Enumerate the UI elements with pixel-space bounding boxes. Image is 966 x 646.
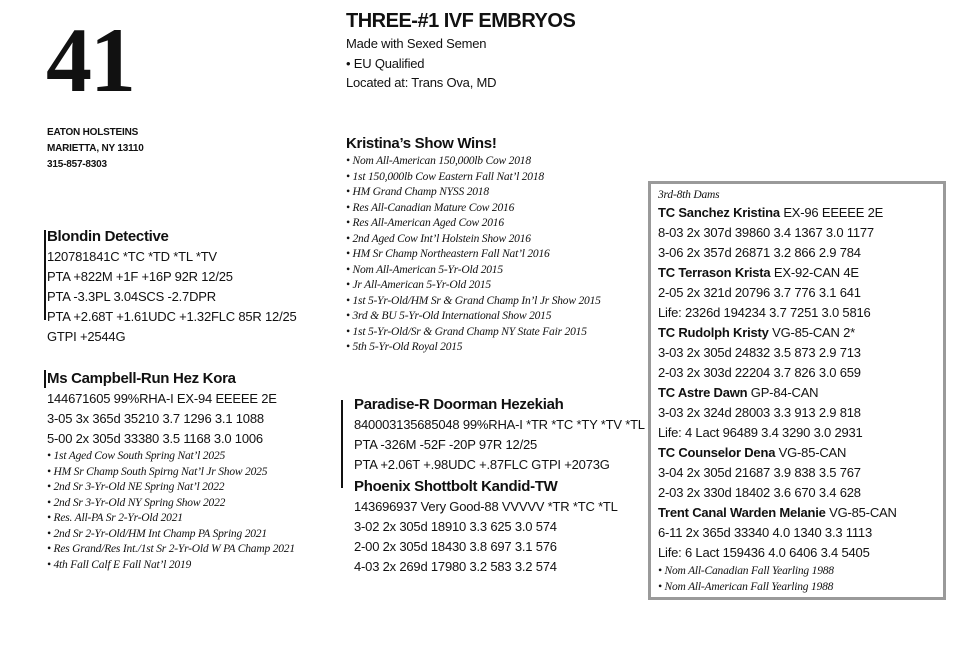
dam-entry-name: TC Astre Dawn (658, 385, 748, 400)
dam-win-item: • 2nd Sr 2-Yr-Old/HM Int Champ PA Spring 2021 (47, 527, 267, 540)
show-wins-block (346, 134, 601, 356)
mgd-record: 3-02 2x 305d 18910 3.3 625 3.0 574 (354, 519, 557, 534)
show-win-item: • Res All-Canadian Mature Cow 2016 (346, 201, 515, 214)
dam-record: 3-05 3x 365d 35210 3.7 1296 3.1 1088 (47, 411, 264, 426)
dam-line: 144671605 99%RHA-I EX-94 EEEEE 2E (47, 391, 277, 406)
dam-entry-score: EX-92-CAN 4E (770, 265, 859, 280)
dam-entry-name: Trent Canal Warden Melanie (658, 505, 826, 520)
dam-entry-record: Life: 2326d 194234 3.7 7251 3.0 5816 (658, 305, 871, 320)
dam-entry-record: 6-11 2x 365d 33340 4.0 1340 3.3 1113 (658, 525, 872, 540)
dam-entry-record: Life: 6 Lact 159436 4.0 6406 3.4 5405 (658, 545, 870, 560)
show-win-item: • Nom All-American 5-Yr-Old 2015 (346, 263, 503, 276)
dam-entry-record: 3-06 2x 357d 26871 3.2 866 2.9 784 (658, 245, 861, 260)
dam-entry-score: VG-85-CAN 2* (768, 325, 855, 340)
lot-number: 41 (46, 9, 134, 111)
sire-line: PTA -3.3PL 3.04SCS -2.7DPR (47, 289, 216, 304)
offering-line: Located at: Trans Ova, MD (346, 75, 497, 90)
sire-line: PTA +2.68T +1.61UDC +1.32FLC 85R 12/25 (47, 309, 297, 324)
dams-box-content (658, 187, 897, 595)
dam-entry-title (658, 443, 897, 463)
dam-win-item: • HM Sr Champ South Spirng Nat’l Jr Show 2025 (47, 465, 268, 478)
show-win-item: • Jr All-American 5-Yr-Old 2015 (346, 279, 491, 291)
dam-entry-title (658, 263, 897, 283)
dam-entry-name: TC Rudolph Kristy (658, 325, 769, 340)
show-win-item: • Res All-American Aged Cow 2016 (346, 217, 504, 229)
dam-entry-title (658, 503, 897, 523)
dam-name: Ms Campbell-Run Hez Kora (47, 370, 236, 387)
show-win-item: • 2nd Aged Cow Int’l Holstein Show 2016 (346, 232, 531, 245)
show-win-item: • 5th 5-Yr-Old Royal 2015 (346, 341, 463, 353)
dam-entry-record: 3-03 2x 305d 24832 3.5 873 2.9 713 (658, 345, 861, 360)
show-win-item: • Nom All-American 150,000lb Cow 2018 (346, 155, 531, 167)
mgd-block (354, 477, 618, 577)
dam-entry-record: 2-05 2x 321d 20796 3.7 776 3.1 641 (658, 285, 861, 300)
dam-win-item: • 4th Fall Calf E Fall Nat’l 2019 (47, 558, 192, 571)
dam-entry-score: VG-85-CAN (825, 505, 897, 520)
mgs-line: PTA +2.06T +.98UDC +.87FLC GTPI +2073G (354, 457, 610, 472)
mgd-record: 4-03 2x 269d 17980 3.2 583 3.2 574 (354, 559, 557, 574)
dam-block (47, 369, 295, 573)
dams-box-note: • Nom All-Canadian Fall Yearling 1988 (658, 565, 834, 577)
show-win-item: • HM Sr Champ Northeastern Fall Nat’l 2016 (346, 248, 550, 260)
pedigree-bracket (341, 400, 343, 488)
dam-entry-name: TC Terrason Krista (658, 265, 771, 280)
sire-line: PTA +822M +1F +16P 92R 12/25 (47, 269, 233, 284)
dam-entry-title (658, 383, 897, 403)
offering-line: Made with Sexed Semen (346, 36, 487, 51)
dam-entry-record: 2-03 2x 330d 18402 3.6 670 3.4 628 (658, 485, 861, 500)
mgs-line: 840003135685048 99%RHA-I *TR *TC *TY *TV *TL (354, 417, 645, 432)
sire-line: GTPI +2544G (47, 329, 126, 344)
dam-entry-name: TC Sanchez Kristina (658, 205, 780, 220)
dam-entry-score: VG-85-CAN (775, 445, 847, 460)
show-win-item: • 1st 5-Yr-Old/HM Sr & Grand Champ In’l Jr Show 2015 (346, 294, 601, 307)
offering-block (346, 8, 575, 93)
consignor-location: MARIETTA, NY 13110 (47, 143, 144, 154)
sire-line: 120781841C *TC *TD *TL *TV (47, 249, 217, 264)
pedigree-bracket (44, 370, 46, 388)
show-win-item: • 1st 5-Yr-Old/Sr & Grand Champ NY State Fair 2015 (346, 325, 587, 338)
consignor-name: EATON HOLSTEINS (47, 127, 139, 138)
dam-entry-record: 3-04 2x 305d 21687 3.9 838 3.5 767 (658, 465, 861, 480)
dam-win-item: • 2nd Sr 3-Yr-Old NE Spring Nat’l 2022 (47, 481, 225, 493)
dam-record: 5-00 2x 305d 33380 3.5 1168 3.0 1006 (47, 431, 263, 446)
sire-block (47, 227, 297, 347)
mgs-block (354, 395, 645, 475)
dam-win-item: • Res Grand/Res Int./1st Sr 2-Yr-Old W PA Champ 2021 (47, 543, 295, 555)
mgs-line: PTA -326M -52F -20P 97R 12/25 (354, 437, 538, 452)
dam-entry-title (658, 203, 897, 223)
show-win-item: • 3rd & BU 5-Yr-Old International Show 2015 (346, 310, 552, 322)
mgd-record: 2-00 2x 305d 18430 3.8 697 3.1 576 (354, 539, 557, 554)
dams-box-note: • Nom All-American Fall Yearling 1988 (658, 581, 834, 593)
dam-win-item: • Res. All-PA Sr 2-Yr-Old 2021 (47, 512, 183, 524)
show-wins-title: Kristina’s Show Wins! (346, 135, 497, 152)
mgd-line: 143696937 Very Good-88 VVVVV *TR *TC *TL (354, 499, 618, 514)
dam-entry-record: 3-03 2x 324d 28003 3.3 913 2.9 818 (658, 405, 861, 420)
dam-entry-score: GP-84-CAN (747, 385, 819, 400)
dam-entry-title (658, 323, 897, 343)
dam-entry-record: Life: 4 Lact 96489 3.4 3290 3.0 2931 (658, 425, 863, 440)
show-win-item: • 1st 150,000lb Cow Eastern Fall Nat’l 2018 (346, 170, 544, 183)
sire-name: Blondin Detective (47, 228, 169, 245)
offering-line: • EU Qualified (346, 55, 425, 71)
consignor-phone: 315-857-8303 (47, 159, 107, 170)
dam-win-item: • 1st Aged Cow South Spring Nat’l 2025 (47, 450, 225, 462)
consignor-info (47, 125, 144, 173)
dam-entry-name: TC Counselor Dena (658, 445, 776, 460)
dams-box-header: 3rd-8th Dams (658, 189, 720, 201)
dam-entry-record: 8-03 2x 307d 39860 3.4 1367 3.0 1177 (658, 225, 874, 240)
pedigree-bracket (44, 230, 46, 320)
dam-entry-score: EX-96 EEEEE 2E (779, 205, 884, 220)
offering-title: THREE-#1 IVF EMBRYOS (346, 10, 576, 32)
mgs-name: Paradise-R Doorman Hezekiah (354, 396, 564, 413)
dam-entry-record: 2-03 2x 303d 22204 3.7 826 3.0 659 (658, 365, 861, 380)
mgd-name: Phoenix Shottbolt Kandid-TW (354, 478, 558, 495)
dam-win-item: • 2nd Sr 3-Yr-Old NY Spring Show 2022 (47, 496, 226, 509)
show-win-item: • HM Grand Champ NYSS 2018 (346, 186, 489, 198)
